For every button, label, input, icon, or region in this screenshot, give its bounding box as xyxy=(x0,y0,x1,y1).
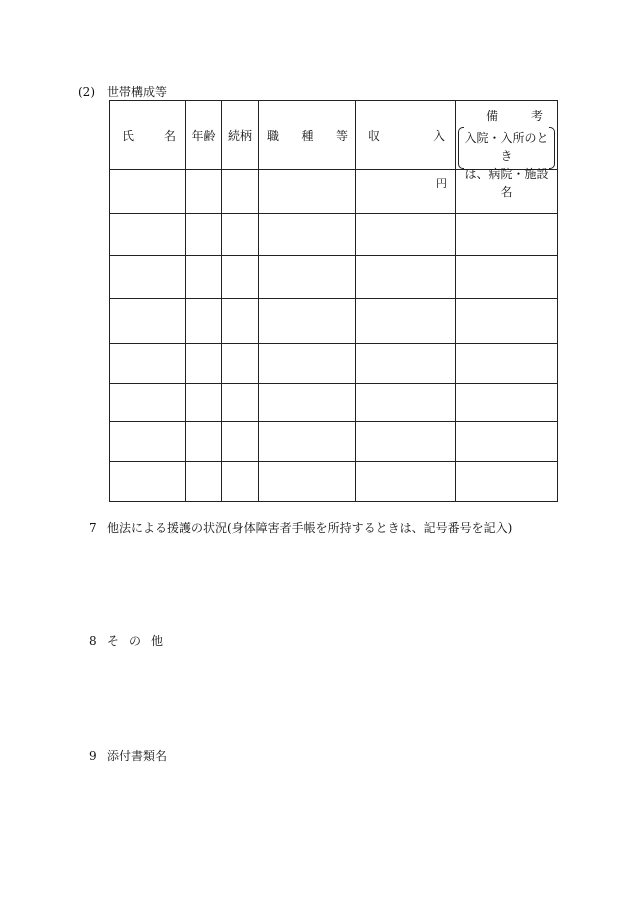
cell-remarks[interactable] xyxy=(456,422,558,462)
header-income xyxy=(356,101,456,170)
cell-name[interactable] xyxy=(110,214,186,256)
remarks-note xyxy=(458,127,555,199)
section-8-title: その他 xyxy=(107,634,174,648)
cell-age[interactable] xyxy=(186,462,222,502)
section-9-number: 9 xyxy=(89,749,97,763)
remarks-note-line-2: は、病院・施設名 xyxy=(464,167,549,199)
cell-relation[interactable] xyxy=(222,344,259,384)
cell-income[interactable] xyxy=(356,384,456,422)
cell-income[interactable] xyxy=(356,170,456,214)
header-name-char-1: 氏 xyxy=(122,128,135,143)
cell-relation[interactable] xyxy=(222,214,259,256)
table-row xyxy=(110,422,558,462)
header-occupation-char-3: 等 xyxy=(335,128,348,143)
cell-income[interactable] xyxy=(356,256,456,299)
cell-remarks[interactable] xyxy=(456,256,558,299)
section-7-number: 7 xyxy=(89,521,97,535)
table-row xyxy=(110,256,558,299)
cell-income[interactable] xyxy=(356,462,456,502)
header-remarks-char-1: 備 xyxy=(486,109,499,123)
cell-occupation[interactable] xyxy=(259,384,356,422)
household-composition-table xyxy=(109,100,558,502)
cell-name[interactable] xyxy=(110,462,186,502)
cell-income[interactable] xyxy=(356,422,456,462)
cell-relation[interactable] xyxy=(222,299,259,344)
bracket-left-icon xyxy=(458,127,464,169)
cell-age[interactable] xyxy=(186,170,222,214)
cell-relation[interactable] xyxy=(222,384,259,422)
cell-relation[interactable] xyxy=(222,170,259,214)
bracket-right-icon xyxy=(549,127,555,169)
cell-age[interactable] xyxy=(186,344,222,384)
cell-remarks[interactable] xyxy=(456,214,558,256)
header-name-char-2: 名 xyxy=(163,128,176,143)
section-2-title: 世帯構成等 xyxy=(107,85,168,99)
cell-remarks[interactable] xyxy=(456,299,558,344)
header-income-char-2: 入 xyxy=(432,128,445,143)
table-row xyxy=(110,344,558,384)
cell-age[interactable] xyxy=(186,256,222,299)
table-header-row xyxy=(110,101,558,170)
cell-remarks[interactable] xyxy=(456,344,558,384)
header-relation: 続柄 xyxy=(222,101,259,170)
cell-occupation[interactable] xyxy=(259,299,356,344)
header-occupation xyxy=(259,101,356,170)
cell-name[interactable] xyxy=(110,170,186,214)
cell-name[interactable] xyxy=(110,422,186,462)
cell-name[interactable] xyxy=(110,256,186,299)
cell-remarks[interactable] xyxy=(456,462,558,502)
cell-age[interactable] xyxy=(186,214,222,256)
cell-income[interactable] xyxy=(356,214,456,256)
cell-name[interactable] xyxy=(110,344,186,384)
cell-relation[interactable] xyxy=(222,462,259,502)
header-income-char-1: 収 xyxy=(368,128,381,143)
section-2-number: (2) xyxy=(78,85,95,99)
header-remarks xyxy=(456,101,558,199)
cell-age[interactable] xyxy=(186,422,222,462)
cell-income[interactable] xyxy=(356,299,456,344)
header-remarks-char-2: 考 xyxy=(530,109,543,123)
yen-unit: 円 xyxy=(436,177,447,190)
cell-occupation[interactable] xyxy=(259,462,356,502)
section-9-title: 添付書類名 xyxy=(107,749,168,763)
table-row xyxy=(110,299,558,344)
cell-relation[interactable] xyxy=(222,256,259,299)
cell-occupation[interactable] xyxy=(259,422,356,462)
section-7-title: 他法による援護の状況(身体障害者手帳を所持するときは、記号番号を記入) xyxy=(107,521,513,535)
header-age: 年齢 xyxy=(186,101,222,170)
cell-occupation[interactable] xyxy=(259,344,356,384)
header-occupation-char-2: 種 xyxy=(301,128,314,143)
cell-relation[interactable] xyxy=(222,422,259,462)
remarks-note-line-1: 入院・入所のとき xyxy=(464,131,549,163)
cell-occupation[interactable] xyxy=(259,256,356,299)
section-8-number: 8 xyxy=(89,634,97,648)
cell-remarks[interactable] xyxy=(456,384,558,422)
cell-income[interactable] xyxy=(356,344,456,384)
table-row xyxy=(110,462,558,502)
cell-occupation[interactable] xyxy=(259,170,356,214)
cell-name[interactable] xyxy=(110,384,186,422)
table-row xyxy=(110,384,558,422)
table-row xyxy=(110,214,558,256)
header-name xyxy=(110,101,186,170)
cell-name[interactable] xyxy=(110,299,186,344)
cell-age[interactable] xyxy=(186,299,222,344)
cell-age[interactable] xyxy=(186,384,222,422)
cell-occupation[interactable] xyxy=(259,214,356,256)
header-occupation-char-1: 職 xyxy=(267,128,280,143)
